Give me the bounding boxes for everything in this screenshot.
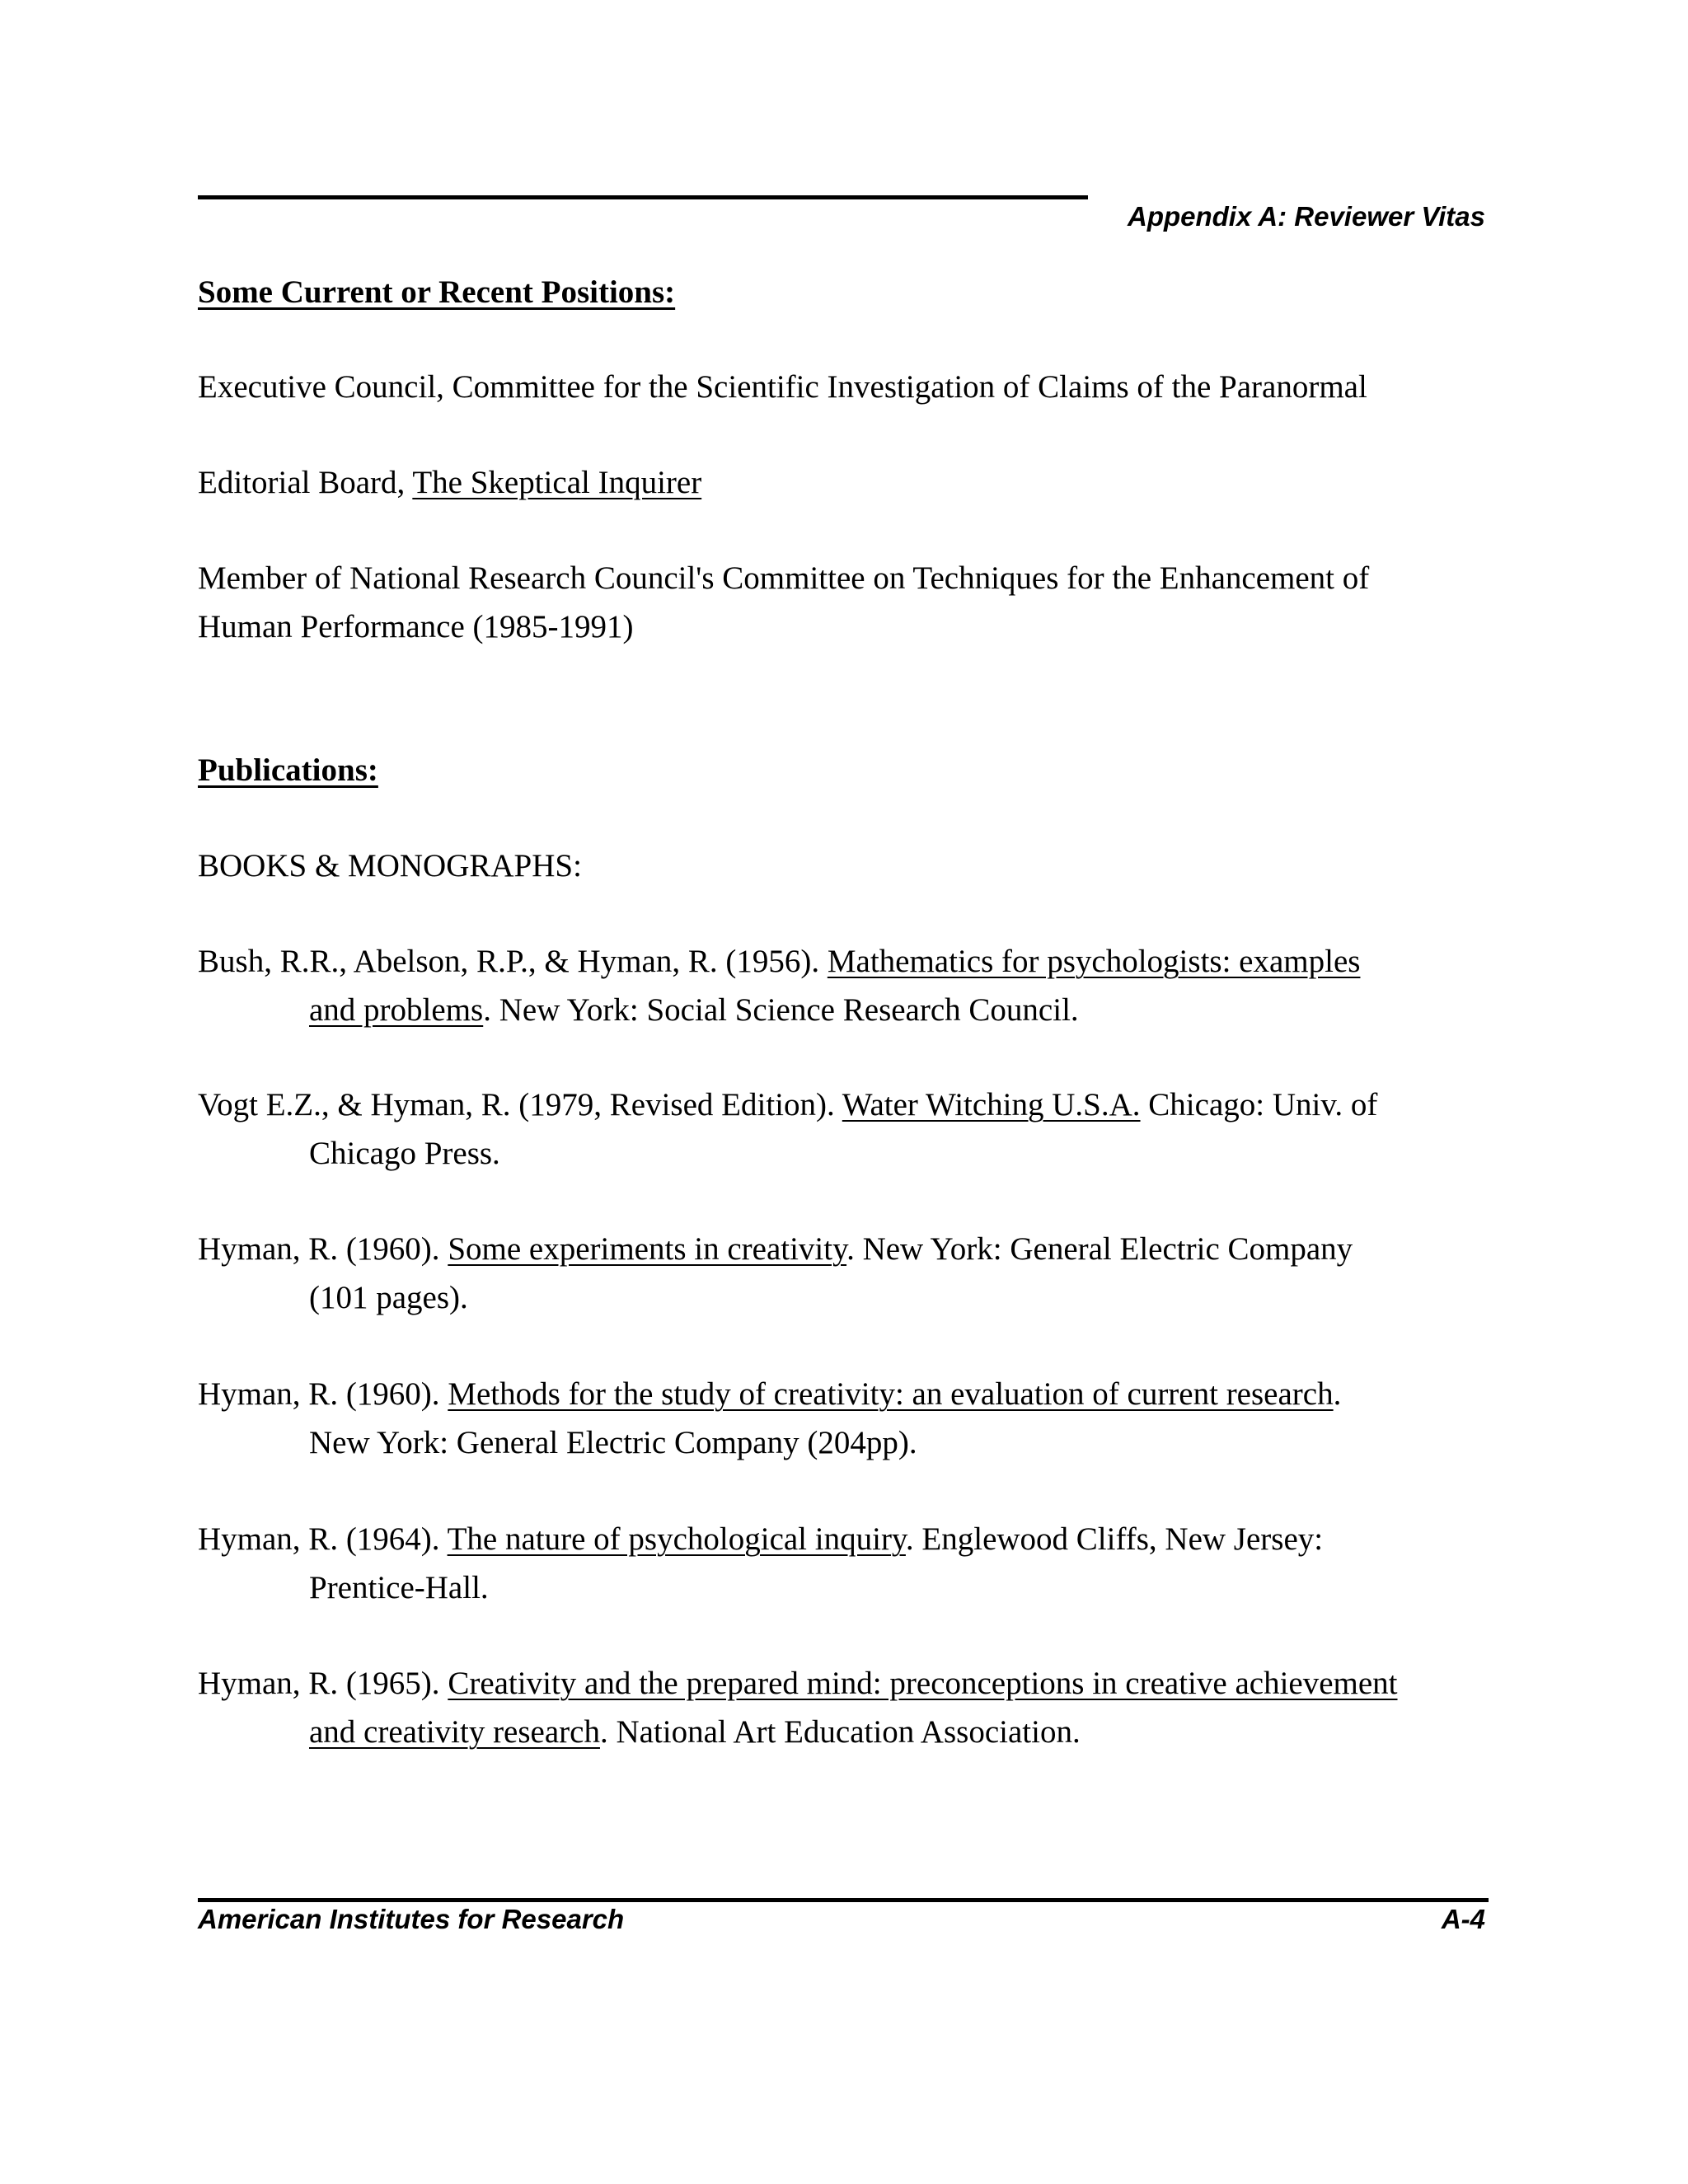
- positions-heading: Some Current or Recent Positions:: [198, 274, 676, 310]
- publication-entry: [198, 1515, 1517, 1612]
- entry-title: Some experiments in creativity: [448, 1231, 847, 1267]
- header-rule: [198, 195, 1088, 199]
- entry-title: Mathematics for psychologists: examples: [827, 944, 1361, 979]
- entry-publisher: Prentice-Hall.: [309, 1570, 489, 1605]
- journal-title: The Skeptical Inquirer: [412, 465, 702, 500]
- entry-title: and creativity research: [309, 1714, 600, 1750]
- publications-heading: Publications:: [198, 752, 378, 788]
- header-title: Appendix A: Reviewer Vitas: [1127, 201, 1485, 232]
- entry-authors: Hyman, R. (1964).: [198, 1521, 448, 1557]
- entry-authors: Vogt E.Z., & Hyman, R. (1979, Revised Edition).: [198, 1087, 842, 1122]
- position-item: Executive Council, Committee for the Scientific Investigation of Claims of the Paranormal: [198, 369, 1367, 405]
- entry-publisher: . New York: General Electric Company: [846, 1231, 1353, 1267]
- entry-publisher: Chicago Press.: [309, 1136, 500, 1171]
- entry-authors: Hyman, R. (1965).: [198, 1666, 448, 1701]
- entry-publisher: . New York: Social Science Research Council.: [483, 992, 1079, 1028]
- entry-title: The nature of psychological inquiry: [447, 1521, 906, 1557]
- page-number: A-4: [1441, 1904, 1485, 1934]
- entry-publisher: New York: General Electric Company (204pp).: [309, 1425, 917, 1460]
- entry-publisher: Chicago: Univ. of: [1140, 1087, 1378, 1122]
- entry-title: Methods for the study of creativity: an evaluation of current research: [448, 1376, 1334, 1412]
- publication-entry: [198, 937, 1517, 1034]
- position-item: [198, 554, 1517, 651]
- position-item: [198, 458, 1517, 507]
- entry-authors: Bush, R.R., Abelson, R.P., & Hyman, R. (1956).: [198, 944, 828, 979]
- entry-publisher: (101 pages).: [309, 1280, 468, 1315]
- publication-entry: [198, 1370, 1517, 1467]
- entry-publisher: .: [1333, 1376, 1342, 1412]
- entry-publisher: . National Art Education Association.: [599, 1714, 1081, 1750]
- entry-title: Creativity and the prepared mind: preconceptions in creative achievement: [448, 1666, 1398, 1701]
- publication-entry: [198, 1659, 1517, 1756]
- publication-entry: [198, 1080, 1517, 1178]
- entry-title: Water Witching U.S.A.: [842, 1087, 1141, 1122]
- position-prefix: Editorial Board,: [198, 465, 413, 500]
- position-line: Member of National Research Council's Committee on Techniques for the Enhancement of: [198, 560, 1370, 596]
- footer-organization: American Institutes for Research: [198, 1904, 625, 1934]
- publication-entry: [198, 1225, 1517, 1322]
- entry-authors: Hyman, R. (1960).: [198, 1376, 448, 1412]
- entry-authors: Hyman, R. (1960).: [198, 1231, 448, 1267]
- entry-publisher: . Englewood Cliffs, New Jersey:: [905, 1521, 1324, 1557]
- position-line: Human Performance (1985-1991): [198, 609, 634, 644]
- books-subheading: BOOKS & MONOGRAPHS:: [198, 848, 582, 883]
- entry-title: and problems: [309, 992, 484, 1028]
